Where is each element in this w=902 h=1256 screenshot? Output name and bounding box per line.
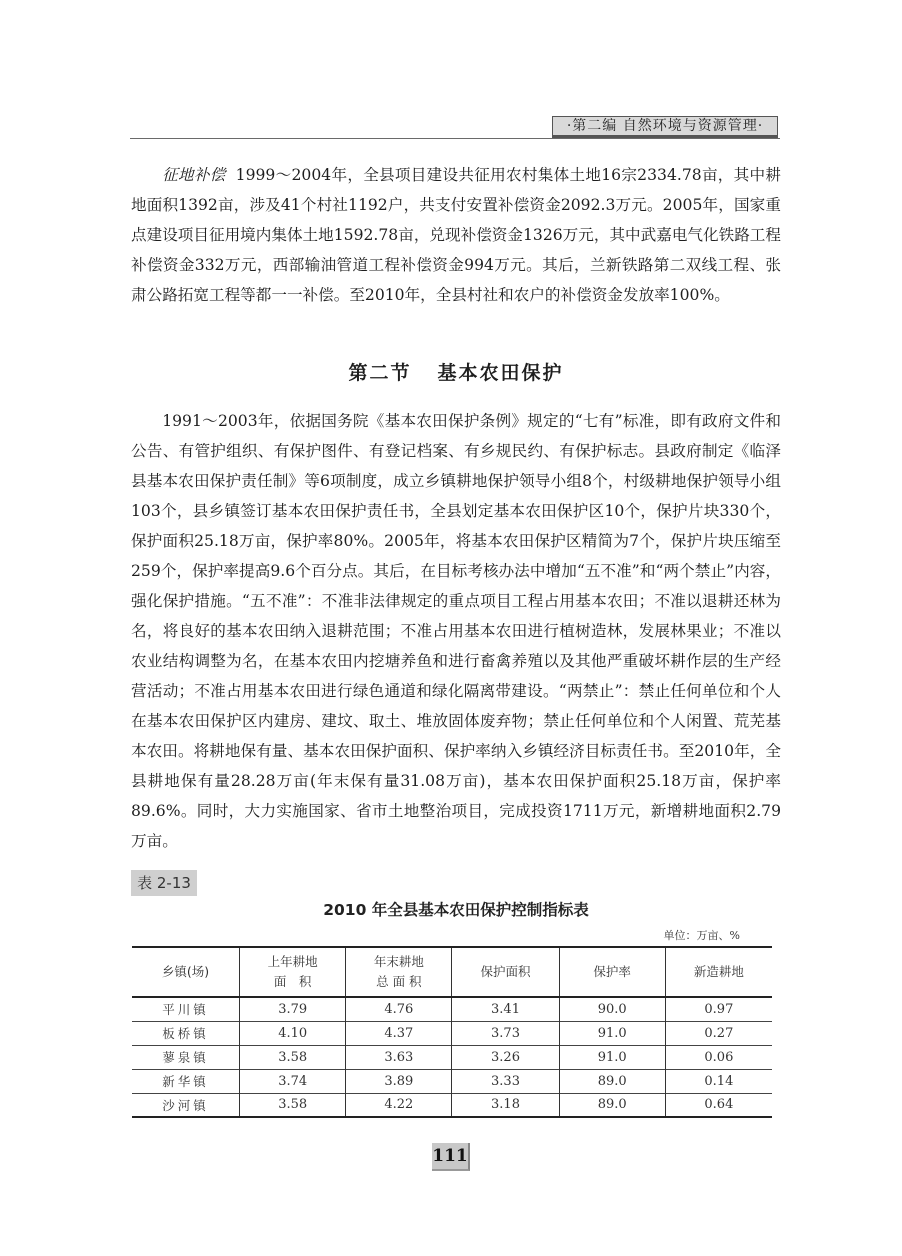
cell: 0.14 (665, 1069, 772, 1093)
table-title: 2010 年全县基本农田保护控制指标表 (323, 901, 589, 919)
cell-town: 板桥镇 (132, 1021, 240, 1045)
cell: 3.26 (452, 1045, 559, 1069)
running-header: ·第二编 自然环境与资源管理· (552, 116, 778, 138)
cell: 89.0 (559, 1093, 665, 1117)
cell: 3.73 (452, 1021, 559, 1045)
cell: 0.97 (665, 997, 772, 1021)
page-number: 111 (432, 1143, 470, 1171)
cell: 3.18 (452, 1093, 559, 1117)
farmland-control-table (132, 946, 772, 1118)
header-town: 乡镇(场) (132, 947, 240, 997)
table-unit: 单位：万亩、% (663, 929, 740, 942)
header-rule (130, 138, 780, 139)
paragraph-land-compensation (131, 160, 781, 310)
cell: 3.58 (240, 1045, 346, 1069)
paragraph-text: 1999～2004年，全县项目建设共征用农村集体土地16宗2334.78亩，其中耕地面积1392亩，涉及41个村社1192户，共支付安置补偿资金2092.3万元。2005年，国家重点建设项目征用境内集体土地1592.78亩，兑现补偿资金1326万元，其中武嘉电气化铁路工程补偿资金332万元，西部输油管道工程补偿资金994万元。其后，兰新铁路第二双线工程、张肃公路拓宽工程等都一一补偿。至2010年，全县村社和农户的补偿资金发放率100%。 (131, 166, 782, 304)
header-protection-rate: 保护率 (559, 947, 665, 997)
table-header-row (132, 947, 772, 997)
cell: 91.0 (559, 1021, 665, 1045)
cell: 3.79 (240, 997, 346, 1021)
cell: 91.0 (559, 1045, 665, 1069)
header-new-farmland: 新造耕地 (665, 947, 772, 997)
cell-town: 新华镇 (132, 1069, 240, 1093)
cell-town: 沙河镇 (132, 1093, 240, 1117)
cell: 0.06 (665, 1045, 772, 1069)
cell: 3.41 (452, 997, 559, 1021)
paragraph-farmland-protection: 1991～2003年，依据国务院《基本农田保护条例》规定的“七有”标准，即有政府文件和公告、有管护组织、有保护图件、有登记档案、有乡规民约、有保护标志。县政府制定《临泽县基本农田保护责任制》等6项制度，成立乡镇耕地保护领导小组8个，村级耕地保护领导小组103个，县乡镇签订基本农田保护责任书，全县划定基本农田保护区10个，保护片块330个，保护面积25.18万亩，保护率80%。2005年，将基本农田保护区精简为7个，保护片块压缩至259个，保护率提高9.6个百分点。其后，在目标考核办法中增加“五不准”和“两个禁止”内容，强化保护措施。“五不准”：不准非法律规定的重点项目工程占用基本农田；不准以退耕还林为名，将良好的基本农田纳入退耕范围；不准占用基本农田进行植树造林，发展林果业；不准以农业结构调整为名，在基本农田内挖塘养鱼和进行畜禽养殖以及其他严重破坏耕作层的生产经营活动；不准占用基本农田进行绿色通道和绿化隔离带建设。“两禁止”：禁止任何单位和个人在基本农田保护区内建房、建坟、取土、堆放固体废弃物；禁止任何单位和个人闲置、荒芜基本农田。将耕地保有量、基本农田保护面积、保护率纳入乡镇经济目标责任书。至2010年，全县耕地保有量28.28万亩(年末保有量31.08万亩)，基本农田保护面积25.18万亩，保护率89.6%。同时，大力实施国家、省市土地整治项目，完成投资1711万元，新增耕地面积2.79万亩。 (131, 412, 781, 850)
header-protected-area: 保护面积 (452, 947, 559, 997)
cell-town: 蓼泉镇 (132, 1045, 240, 1069)
cell: 3.63 (346, 1045, 452, 1069)
cell: 4.76 (346, 997, 452, 1021)
header-year-end-area: 年末耕地 总 面 积 (346, 947, 452, 997)
cell: 3.74 (240, 1069, 346, 1093)
cell: 4.22 (346, 1093, 452, 1117)
header-prev-year-area: 上年耕地 面 积 (240, 947, 346, 997)
table-tag: 表 2-13 (131, 870, 197, 896)
cell: 90.0 (559, 997, 665, 1021)
cell: 89.0 (559, 1069, 665, 1093)
table-row (132, 1093, 772, 1117)
table-row (132, 1069, 772, 1093)
cell: 3.58 (240, 1093, 346, 1117)
cell: 0.64 (665, 1093, 772, 1117)
cell-town: 平川镇 (132, 997, 240, 1021)
cell: 0.27 (665, 1021, 772, 1045)
table-row (132, 997, 772, 1021)
section-heading (131, 358, 781, 385)
section-number: 第二节 (348, 362, 412, 384)
table-row (132, 1045, 772, 1069)
cell: 3.89 (346, 1069, 452, 1093)
cell: 4.37 (346, 1021, 452, 1045)
cell: 3.33 (452, 1069, 559, 1093)
section-title: 基本农田保护 (437, 362, 564, 384)
table-row (132, 1021, 772, 1045)
cell: 4.10 (240, 1021, 346, 1045)
lead-term: 征地补偿 (162, 166, 226, 184)
